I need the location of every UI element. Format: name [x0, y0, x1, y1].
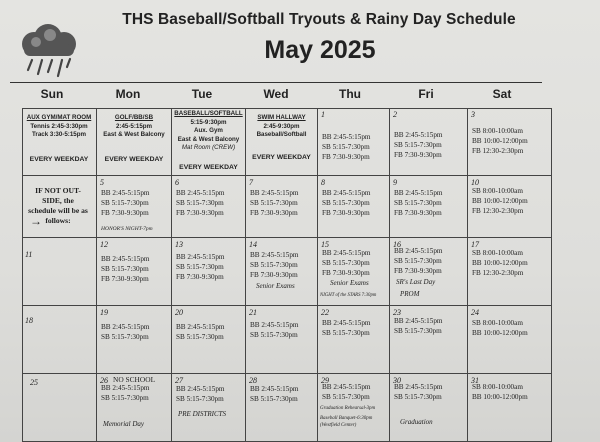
day-mon: Mon — [115, 87, 141, 101]
event-note: Memorial Day — [103, 420, 145, 428]
saturday-times — [472, 382, 528, 402]
date-number: 19 — [100, 308, 108, 317]
every-weekday-label: EVERY WEEKDAY — [29, 156, 89, 163]
tue-practice-header — [172, 110, 245, 153]
sun-practice-header — [22, 114, 96, 140]
wed-header-line1: SWIM HALLWAY — [257, 114, 306, 121]
sun-header-line2: Tennis 2:45-3:30pm — [30, 122, 88, 130]
fb-time: FB 7:30-9:30pm — [250, 271, 298, 280]
saturday-times — [472, 126, 528, 157]
practice-times — [322, 382, 371, 402]
sb-time: SB 5:15-7:30pm — [101, 265, 149, 274]
bb-time: BB 2:45-5:15pm — [322, 249, 371, 257]
practice-times — [176, 322, 225, 342]
tue-header-line3: Aux. Gym — [194, 127, 223, 134]
fb-time: FB 7:30-9:30pm — [322, 269, 370, 278]
bb-time: BB 2:45-5:15pm — [250, 385, 299, 393]
date-number: 3 — [471, 110, 475, 119]
bb-time: BB 2:45-5:15pm — [394, 317, 443, 325]
bb-time: BB 2:45-5:15pm — [101, 323, 150, 331]
bb-time: BB 2:45-5:15pm — [176, 189, 225, 197]
cell-may-29 — [318, 374, 390, 442]
date-number: 14 — [249, 240, 257, 249]
event-note: Graduation — [400, 418, 433, 426]
event-note: PRE DISTRICTS — [178, 410, 227, 418]
fb-time: FB 7:30-9:30pm — [101, 275, 149, 284]
sb-time: SB 5:15-7:30pm — [394, 257, 442, 266]
sat-bb-time: BB 10:00-12:00pm — [472, 197, 528, 206]
practice-times — [250, 320, 299, 340]
date-number: 8 — [321, 178, 325, 187]
event-note: Baseball Banquet-6:30pm — [320, 416, 373, 421]
cell-may-5 — [97, 176, 172, 238]
day-sun: Sun — [40, 87, 64, 101]
sat-bb-time: BB 10:00-12:00pm — [472, 393, 528, 402]
bb-time: BB 2:45-5:15pm — [394, 189, 443, 197]
schedule-title: THS Baseball/Softball Tryouts & Rainy Day Schedule — [122, 11, 516, 28]
practice-times — [101, 254, 150, 285]
cell-may-30 — [390, 374, 468, 442]
cell-may-7 — [246, 176, 318, 238]
date-number: 23 — [393, 308, 401, 317]
cell-may-23 — [390, 306, 468, 374]
bb-time: BB 2:45-5:15pm — [394, 247, 443, 255]
sat-fb-time: FB 12:30-2:30pm — [472, 207, 524, 216]
cell-w1-sun — [22, 108, 97, 176]
cell-may-14 — [246, 238, 318, 306]
sb-time: SB 5:15-7:30pm — [250, 199, 298, 208]
mon-header-line1: GOLF/BB/SB — [114, 114, 154, 121]
event-note: Senior Exams — [330, 279, 369, 287]
bb-time: BB 2:45-5:15pm — [394, 383, 443, 391]
sb-time: SB 5:15-7:30pm — [394, 199, 442, 208]
date-number: 28 — [249, 376, 257, 385]
sb-time: SB 5:15-7:30pm — [394, 141, 442, 150]
cell-may-24 — [468, 306, 552, 374]
practice-times — [101, 322, 150, 342]
saturday-times — [472, 318, 528, 338]
practice-times — [322, 248, 371, 279]
fb-time: FB 7:30-9:30pm — [394, 267, 442, 276]
fb-time: FB 7:30-9:30pm — [176, 273, 224, 282]
every-weekday-label: EVERY WEEKDAY — [104, 156, 164, 163]
practice-times — [394, 188, 443, 219]
practice-times — [394, 382, 443, 402]
tue-header-line5: Mat Room (CREW) — [181, 144, 236, 151]
bb-time: BB 2:45-5:15pm — [250, 321, 299, 329]
sb-time: SB 5:15-7:30pm — [322, 393, 370, 402]
mon-practice-header — [97, 114, 171, 140]
sb-time: SB 5:15-7:30pm — [394, 327, 442, 336]
date-number: 1 — [321, 110, 325, 119]
date-number: 25 — [30, 378, 38, 387]
fb-time: FB 7:30-9:30pm — [176, 209, 224, 218]
day-sat: Sat — [492, 87, 512, 101]
cell-may-11 — [22, 238, 97, 306]
sat-sb-time: SB 8:00-10:00am — [472, 127, 523, 135]
saturday-times — [472, 186, 528, 217]
sb-time: SB 5:15-7:30pm — [176, 263, 224, 272]
bb-time: BB 2:45-5:15pm — [322, 133, 371, 141]
cell-may-2 — [390, 108, 468, 176]
bb-time: BB 2:45-5:15pm — [101, 384, 150, 392]
sat-fb-time: FB 12:30-2:30pm — [472, 147, 524, 156]
date-number: 5 — [100, 178, 104, 187]
month-title: May 2025 — [264, 36, 376, 64]
rain-note: IF NOT OUT-SIDE, the schedule will be as follows: — [28, 186, 88, 225]
tue-header-line2: 5:15-9:30pm — [190, 118, 227, 126]
event-note: PROM — [400, 290, 420, 298]
cell-may-21 — [246, 306, 318, 374]
calendar-grid — [22, 108, 552, 442]
cell-may-15 — [318, 238, 390, 306]
wed-header-line3: Baseball/Softball — [256, 131, 307, 138]
sb-time: SB 5:15-7:30pm — [176, 333, 224, 342]
sb-time: SB 5:15-7:30pm — [250, 261, 298, 270]
practice-times — [322, 132, 371, 163]
practice-times — [250, 188, 299, 219]
cell-may-9 — [390, 176, 468, 238]
cell-may-25 — [22, 374, 97, 442]
bb-time: BB 2:45-5:15pm — [176, 385, 225, 393]
bb-time: BB 2:45-5:15pm — [176, 253, 225, 261]
practice-times — [176, 188, 225, 219]
sb-time: SB 5:15-7:30pm — [394, 393, 442, 402]
cell-may-31 — [468, 374, 552, 442]
cell-may-20 — [172, 306, 246, 374]
cell-may-16 — [390, 238, 468, 306]
tue-header-line4: East & West Balcony — [177, 135, 240, 143]
bb-time: BB 2:45-5:15pm — [322, 383, 371, 391]
bb-time: BB 2:45-5:15pm — [322, 189, 371, 197]
cell-may-19 — [97, 306, 172, 374]
event-note: HONOR'S NIGHT-7pm — [101, 226, 153, 232]
cell-may-26 — [97, 374, 172, 442]
tue-header-line1: BASEBALL/SOFTBALL — [174, 110, 243, 117]
sat-sb-time: SB 8:00-10:00am — [472, 249, 523, 257]
mon-header-line2: 2:45-5:15pm — [115, 122, 153, 130]
practice-times — [394, 246, 443, 277]
cell-w1-wed — [246, 108, 318, 176]
date-number: 7 — [249, 178, 253, 187]
date-number: 26 — [100, 376, 108, 385]
cell-may-10 — [468, 176, 552, 238]
mon-header-line3: East & West Balcony — [103, 131, 165, 138]
date-number: 29 — [321, 376, 329, 385]
sat-bb-time: BB 10:00-12:00pm — [472, 329, 528, 338]
practice-times — [394, 316, 443, 336]
fb-time: FB 7:30-9:30pm — [394, 209, 442, 218]
every-weekday-label: EVERY WEEKDAY — [252, 154, 311, 161]
date-number: 27 — [175, 376, 183, 385]
fb-time: FB 7:30-9:30pm — [322, 209, 370, 218]
date-number: 13 — [175, 240, 183, 249]
cell-may-6 — [172, 176, 246, 238]
date-number: 16 — [393, 240, 401, 249]
sat-fb-time: FB 12:30-2:30pm — [472, 269, 524, 278]
day-wed: Wed — [263, 87, 289, 101]
date-number: 22 — [321, 308, 329, 317]
cell-may-8 — [318, 176, 390, 238]
event-note: (Westfield Center) — [320, 423, 357, 428]
practice-times — [176, 384, 225, 404]
practice-times — [394, 130, 443, 161]
sb-time: SB 5:15-7:30pm — [250, 395, 298, 404]
cell-may-12 — [97, 238, 172, 306]
cell-w1-tue — [172, 108, 246, 176]
cell-may-3 — [468, 108, 552, 176]
cell-w2-sun — [22, 176, 97, 238]
date-number: 11 — [25, 250, 33, 259]
cell-may-28 — [246, 374, 318, 442]
sat-bb-time: BB 10:00-12:00pm — [472, 259, 528, 268]
sun-header-line3: Track 3:30-5:15pm — [32, 131, 86, 138]
rain-cloud-icon — [14, 22, 84, 80]
practice-times — [101, 188, 150, 219]
no-school-note: NO SCHOOL — [113, 375, 156, 384]
bb-time: BB 2:45-5:15pm — [322, 319, 371, 327]
practice-times — [250, 250, 299, 281]
sb-time: SB 5:15-7:30pm — [322, 199, 370, 208]
practice-times — [322, 318, 371, 338]
date-number: 17 — [471, 240, 479, 249]
sb-time: SB 5:15-7:30pm — [250, 331, 298, 340]
wed-practice-header — [246, 114, 317, 140]
sat-sb-time: SB 8:00-10:00am — [472, 187, 523, 195]
date-number: 12 — [100, 240, 108, 249]
event-note: Senior Exams — [256, 282, 295, 290]
date-number: 30 — [393, 376, 401, 385]
bb-time: BB 2:45-5:15pm — [176, 323, 225, 331]
date-number: 6 — [175, 178, 179, 187]
sb-time: SB 5:15-7:30pm — [176, 395, 224, 404]
cell-may-1 — [318, 108, 390, 176]
day-fri: Fri — [418, 87, 434, 101]
day-thu: Thu — [339, 87, 361, 101]
date-number: 10 — [471, 178, 479, 187]
date-number: 31 — [471, 376, 479, 385]
practice-times — [250, 384, 299, 404]
fb-time: FB 7:30-9:30pm — [101, 209, 149, 218]
practice-times — [176, 252, 225, 283]
event-note: NIGHT of the STARS 7:30pm — [320, 293, 377, 298]
header-divider — [10, 82, 542, 83]
every-weekday-label: EVERY WEEKDAY — [179, 164, 238, 171]
sb-time: SB 5:15-7:30pm — [101, 333, 149, 342]
date-number: 2 — [393, 110, 397, 119]
sb-time: SB 5:15-7:30pm — [322, 143, 370, 152]
sb-time: SB 5:15-7:30pm — [322, 329, 370, 338]
bb-time: BB 2:45-5:15pm — [101, 189, 150, 197]
bb-time: BB 2:45-5:15pm — [101, 255, 150, 263]
cell-may-13 — [172, 238, 246, 306]
date-number: 20 — [175, 308, 183, 317]
cell-w1-mon — [97, 108, 172, 176]
cell-may-17 — [468, 238, 552, 306]
date-number: 9 — [393, 178, 397, 187]
sb-time: SB 5:15-7:30pm — [176, 199, 224, 208]
fb-time: FB 7:30-9:30pm — [250, 209, 298, 218]
sb-time: SB 5:15-7:30pm — [101, 199, 149, 208]
sat-sb-time: SB 8:00-10:00am — [472, 319, 523, 327]
practice-times — [101, 383, 150, 403]
bb-time: BB 2:45-5:15pm — [250, 251, 299, 259]
sun-header-line1: AUX GYM/MAT ROOM — [26, 114, 92, 121]
sat-bb-time: BB 10:00-12:00pm — [472, 137, 528, 146]
saturday-times — [472, 248, 528, 279]
bb-time: BB 2:45-5:15pm — [394, 131, 443, 139]
sb-time: SB 5:15-7:30pm — [101, 394, 149, 403]
fb-time: FB 7:30-9:30pm — [394, 151, 442, 160]
wed-header-line2: 2:45-9:30pm — [263, 122, 300, 130]
day-tue: Tue — [191, 87, 213, 101]
date-number: 18 — [25, 316, 33, 325]
event-note: Graduation Rehearsal-3pm — [320, 406, 376, 411]
date-number: 24 — [471, 308, 479, 317]
sat-sb-time: SB 8:00-10:00am — [472, 383, 523, 391]
cell-may-27 — [172, 374, 246, 442]
cell-may-22 — [318, 306, 390, 374]
sb-time: SB 5:15-7:30pm — [322, 259, 370, 268]
event-note: SR's Last Day — [396, 278, 436, 286]
date-number: 15 — [321, 240, 329, 249]
arrow-right-icon: → — [30, 214, 42, 228]
bb-time: BB 2:45-5:15pm — [250, 189, 299, 197]
weekday-header-row — [10, 87, 550, 105]
date-number: 21 — [249, 308, 257, 317]
cell-may-18 — [22, 306, 97, 374]
fb-time: FB 7:30-9:30pm — [322, 153, 370, 162]
practice-times — [322, 188, 371, 219]
